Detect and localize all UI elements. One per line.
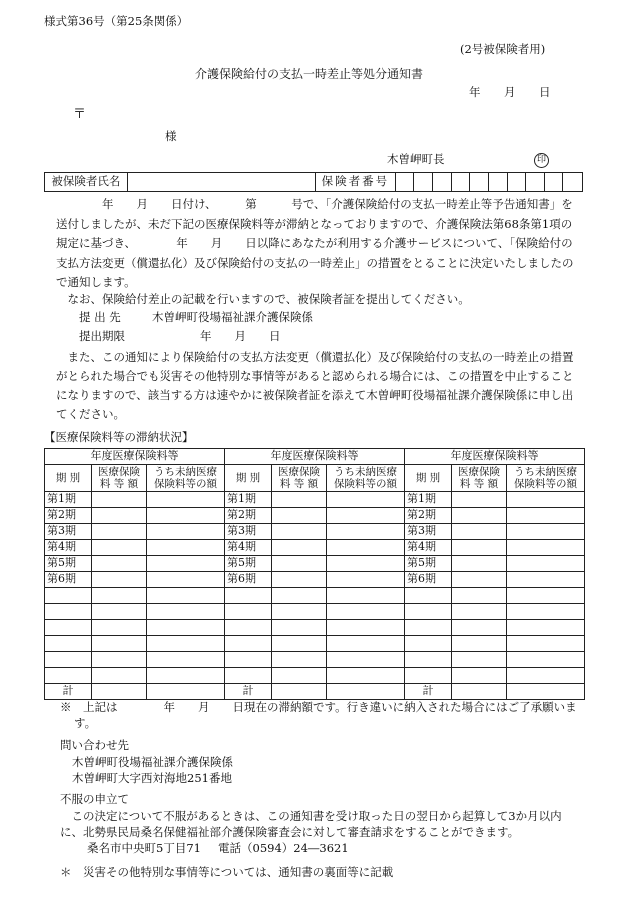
period-cell: 第4期 <box>405 540 452 556</box>
blank-cell[interactable] <box>272 652 327 668</box>
insured-number-digit[interactable] <box>545 173 564 191</box>
blank-cell[interactable] <box>507 604 585 620</box>
appeal-heading: 不服の申立て <box>60 792 129 806</box>
total-label-cell: 計 <box>405 684 452 700</box>
contact-address: 木曽岬町大字西対海地251番地 <box>72 771 232 785</box>
year-group-header: 年度医療保険料等 <box>225 449 405 465</box>
blank-cell[interactable] <box>452 652 507 668</box>
table-row-blank <box>45 668 585 684</box>
addressee-suffix: 様 <box>165 129 177 143</box>
body-paragraph-main: 年 月 日付け、 第 号で、「介護保険給付の支払一時差止等予告通知書」を送付しましたが、未だ下記の医療保険料等が滞納となっておりますので、介護保険法第68条第1項の規定に基づき、 年 月 日以降にあなたが利用する介護サービスについて、「保険給付の支払方法変更（償還払化）及び保険給付の支払の一時差止」の措置をとることに決定いたしましたので通知します。 <box>56 197 574 289</box>
submit-deadline-value: 年 月 日 <box>200 329 281 343</box>
insured-number-digit[interactable] <box>526 173 545 191</box>
unpaid-cell[interactable] <box>507 492 585 508</box>
insured-number-label: 保険者番号 <box>316 173 396 191</box>
period-cell: 第4期 <box>45 540 92 556</box>
blank-cell[interactable] <box>92 652 147 668</box>
blank-cell[interactable] <box>45 652 92 668</box>
blank-cell[interactable] <box>45 620 92 636</box>
unpaid-cell[interactable] <box>147 556 225 572</box>
table-caption: 【医療保険料等の滞納状況】 <box>44 430 194 444</box>
blank-cell[interactable] <box>147 636 225 652</box>
unpaid-cell[interactable] <box>327 572 405 588</box>
period-cell: 第6期 <box>405 572 452 588</box>
blank-cell[interactable] <box>92 588 147 604</box>
insured-number-digit[interactable] <box>470 173 489 191</box>
blank-cell[interactable] <box>452 588 507 604</box>
insured-number-digit[interactable] <box>433 173 452 191</box>
blank-cell[interactable] <box>272 588 327 604</box>
col-period-header: 期 別 <box>45 465 92 492</box>
table-row-blank <box>45 636 585 652</box>
blank-cell[interactable] <box>147 588 225 604</box>
period-cell: 第1期 <box>45 492 92 508</box>
period-cell: 第1期 <box>225 492 272 508</box>
table-row-blank <box>45 652 585 668</box>
amount-cell[interactable] <box>272 524 327 540</box>
period-cell: 第6期 <box>225 572 272 588</box>
blank-cell[interactable] <box>272 620 327 636</box>
amount-cell[interactable] <box>92 524 147 540</box>
table-row <box>45 556 585 572</box>
seal-mark <box>534 151 549 168</box>
unpaid-cell[interactable] <box>327 540 405 556</box>
amount-cell[interactable] <box>452 492 507 508</box>
total-unpaid-cell[interactable] <box>507 684 585 700</box>
appeal-address: 桑名市中央町5丁目71 <box>87 841 201 855</box>
blank-cell[interactable] <box>327 652 405 668</box>
blank-cell[interactable] <box>147 668 225 684</box>
col-period-header: 期 別 <box>225 465 272 492</box>
body-paragraph-submit: なお、保険給付差止の記載を行いますので、被保険者証を提出してください。 <box>56 292 470 306</box>
blank-cell[interactable] <box>92 668 147 684</box>
blank-cell[interactable] <box>507 636 585 652</box>
amount-cell[interactable] <box>452 524 507 540</box>
unpaid-cell[interactable] <box>507 508 585 524</box>
period-cell: 第6期 <box>45 572 92 588</box>
contact-office: 木曽岬町役場福祉課介護保険係 <box>72 755 233 769</box>
unpaid-cell[interactable] <box>327 508 405 524</box>
year-group-header: 年度医療保険料等 <box>45 449 225 465</box>
blank-cell[interactable] <box>452 668 507 684</box>
postal-mark: 〒 <box>73 107 87 122</box>
contact-heading: 問い合わせ先 <box>60 738 129 752</box>
unpaid-cell[interactable] <box>327 492 405 508</box>
blank-cell[interactable] <box>507 588 585 604</box>
insured-name-field[interactable] <box>128 173 316 191</box>
period-cell: 第4期 <box>225 540 272 556</box>
amount-cell[interactable] <box>452 572 507 588</box>
blank-cell[interactable] <box>405 652 452 668</box>
amount-cell[interactable] <box>92 508 147 524</box>
amount-cell[interactable] <box>92 492 147 508</box>
appeal-text: この決定について不服があるときは、この通知書を受け取った日の翌日から起算して3か月以内に、北勢県民局桑名保健福祉部介護保険審査会に対して審査請求をすることができます。 <box>60 809 562 839</box>
amount-cell[interactable] <box>452 556 507 572</box>
blank-cell[interactable] <box>45 668 92 684</box>
total-unpaid-cell[interactable] <box>327 684 405 700</box>
blank-cell[interactable] <box>452 636 507 652</box>
amount-cell[interactable] <box>92 556 147 572</box>
unpaid-cell[interactable] <box>147 540 225 556</box>
blank-cell[interactable] <box>45 636 92 652</box>
col-period-header: 期 別 <box>405 465 452 492</box>
period-cell: 第5期 <box>45 556 92 572</box>
blank-cell[interactable] <box>92 604 147 620</box>
blank-cell[interactable] <box>92 636 147 652</box>
submit-dest-value: 木曽岬町役場福祉課介護保険係 <box>152 310 313 324</box>
total-label-cell: 計 <box>45 684 92 700</box>
table-column-header-row <box>45 465 585 492</box>
table-row <box>45 492 585 508</box>
table-total-row <box>45 684 585 700</box>
blank-cell[interactable] <box>45 604 92 620</box>
submit-deadline-label: 提出期限 <box>79 329 125 343</box>
blank-cell[interactable] <box>405 620 452 636</box>
col-unpaid-header: うち未納医療保険料等の額 <box>147 465 225 492</box>
form-number: 様式第36号（第25条関係） <box>44 14 189 28</box>
blank-cell[interactable] <box>405 668 452 684</box>
blank-cell[interactable] <box>272 668 327 684</box>
amount-cell[interactable] <box>452 508 507 524</box>
period-cell: 第2期 <box>405 508 452 524</box>
blank-cell[interactable] <box>405 588 452 604</box>
insured-number-digit[interactable] <box>508 173 527 191</box>
insured-number-digit[interactable] <box>414 173 433 191</box>
total-label-cell: 計 <box>225 684 272 700</box>
table-row <box>45 572 585 588</box>
table-row <box>45 540 585 556</box>
arrears-table <box>44 448 585 700</box>
blank-cell[interactable] <box>225 668 272 684</box>
table-year-header-row <box>45 449 585 465</box>
period-cell: 第3期 <box>405 524 452 540</box>
notice-paragraph: また、この通知により保険給付の支払方法変更（償還払化）及び保険給付の支払の一時差止の措置がとられた場合でも災害その他特別な事情等があると認められる場合には、この措置を中止することになりますので、該当する方は速やかに被保険者証を添えて木曽岬町役場福祉課介護保険係に申し出てください。 <box>56 350 574 421</box>
amount-cell[interactable] <box>272 492 327 508</box>
blank-cell[interactable] <box>507 668 585 684</box>
blank-cell[interactable] <box>225 652 272 668</box>
period-cell: 第3期 <box>45 524 92 540</box>
insured-name-label: 被保険者氏名 <box>45 173 128 191</box>
blank-cell[interactable] <box>507 652 585 668</box>
blank-cell[interactable] <box>452 620 507 636</box>
blank-cell[interactable] <box>272 636 327 652</box>
blank-cell[interactable] <box>327 620 405 636</box>
appeal-phone: 電話（0594）24―3621 <box>218 841 349 855</box>
amount-cell[interactable] <box>272 556 327 572</box>
col-amount-header: 医療保険料 等 額 <box>92 465 147 492</box>
blank-cell[interactable] <box>405 636 452 652</box>
page-title: 介護保険給付の支払一時差止等処分通知書 <box>195 67 424 81</box>
unpaid-cell[interactable] <box>507 540 585 556</box>
table-row <box>45 508 585 524</box>
period-cell: 第2期 <box>45 508 92 524</box>
insured-number-digit[interactable] <box>452 173 471 191</box>
unpaid-cell[interactable] <box>147 492 225 508</box>
period-cell: 第1期 <box>405 492 452 508</box>
col-amount-header: 医療保険料 等 額 <box>272 465 327 492</box>
period-cell: 第5期 <box>225 556 272 572</box>
blank-cell[interactable] <box>147 604 225 620</box>
blank-cell[interactable] <box>225 588 272 604</box>
form-type: (2号被保険者用) <box>460 42 546 56</box>
amount-cell[interactable] <box>272 540 327 556</box>
unpaid-cell[interactable] <box>507 524 585 540</box>
amount-cell[interactable] <box>92 540 147 556</box>
unpaid-cell[interactable] <box>507 572 585 588</box>
total-amount-cell[interactable] <box>272 684 327 700</box>
unpaid-cell[interactable] <box>507 556 585 572</box>
blank-cell[interactable] <box>147 620 225 636</box>
table-row-blank <box>45 604 585 620</box>
blank-cell[interactable] <box>327 588 405 604</box>
amount-cell[interactable] <box>92 572 147 588</box>
unpaid-cell[interactable] <box>147 572 225 588</box>
blank-cell[interactable] <box>45 588 92 604</box>
unpaid-cell[interactable] <box>327 556 405 572</box>
table-row-blank <box>45 588 585 604</box>
blank-cell[interactable] <box>225 620 272 636</box>
issuer-name: 木曽岬町長 <box>387 152 445 166</box>
blank-cell[interactable] <box>327 604 405 620</box>
col-unpaid-header: うち未納医療保険料等の額 <box>327 465 405 492</box>
col-amount-header: 医療保険料 等 額 <box>452 465 507 492</box>
blank-cell[interactable] <box>147 652 225 668</box>
blank-cell[interactable] <box>405 604 452 620</box>
blank-cell[interactable] <box>452 604 507 620</box>
date-year: 年 <box>469 85 481 99</box>
amount-cell[interactable] <box>452 540 507 556</box>
insured-number-digit[interactable] <box>563 173 582 191</box>
blank-cell[interactable] <box>92 620 147 636</box>
total-unpaid-cell[interactable] <box>147 684 225 700</box>
date-day: 日 <box>539 85 551 99</box>
unpaid-cell[interactable] <box>327 524 405 540</box>
final-note: ＊ 災害その他特別な事情等については、通知書の裏面等に記載 <box>60 865 394 879</box>
total-amount-cell[interactable] <box>92 684 147 700</box>
blank-cell[interactable] <box>225 636 272 652</box>
insured-number-digit[interactable] <box>396 173 415 191</box>
period-cell: 第2期 <box>225 508 272 524</box>
seal-icon: 印 <box>534 153 549 168</box>
blank-cell[interactable] <box>327 668 405 684</box>
arrears-footnote: ※ 上記は 年 月 日現在の滞納額です。行き違いに納入された場合にはご了承願います。 <box>60 700 577 730</box>
year-group-header: 年度医療保険料等 <box>405 449 585 465</box>
period-cell: 第5期 <box>405 556 452 572</box>
blank-cell[interactable] <box>225 604 272 620</box>
submit-dest-label: 提 出 先 <box>79 310 121 324</box>
table-row-blank <box>45 620 585 636</box>
date-month: 月 <box>504 85 516 99</box>
blank-cell[interactable] <box>507 620 585 636</box>
blank-cell[interactable] <box>272 604 327 620</box>
table-row <box>45 524 585 540</box>
amount-cell[interactable] <box>272 572 327 588</box>
period-cell: 第3期 <box>225 524 272 540</box>
insured-number-digit[interactable] <box>489 173 508 191</box>
unpaid-cell[interactable] <box>147 508 225 524</box>
insured-info-row <box>44 172 583 192</box>
blank-cell[interactable] <box>327 636 405 652</box>
unpaid-cell[interactable] <box>147 524 225 540</box>
col-unpaid-header: うち未納医療保険料等の額 <box>507 465 585 492</box>
amount-cell[interactable] <box>272 508 327 524</box>
total-amount-cell[interactable] <box>452 684 507 700</box>
